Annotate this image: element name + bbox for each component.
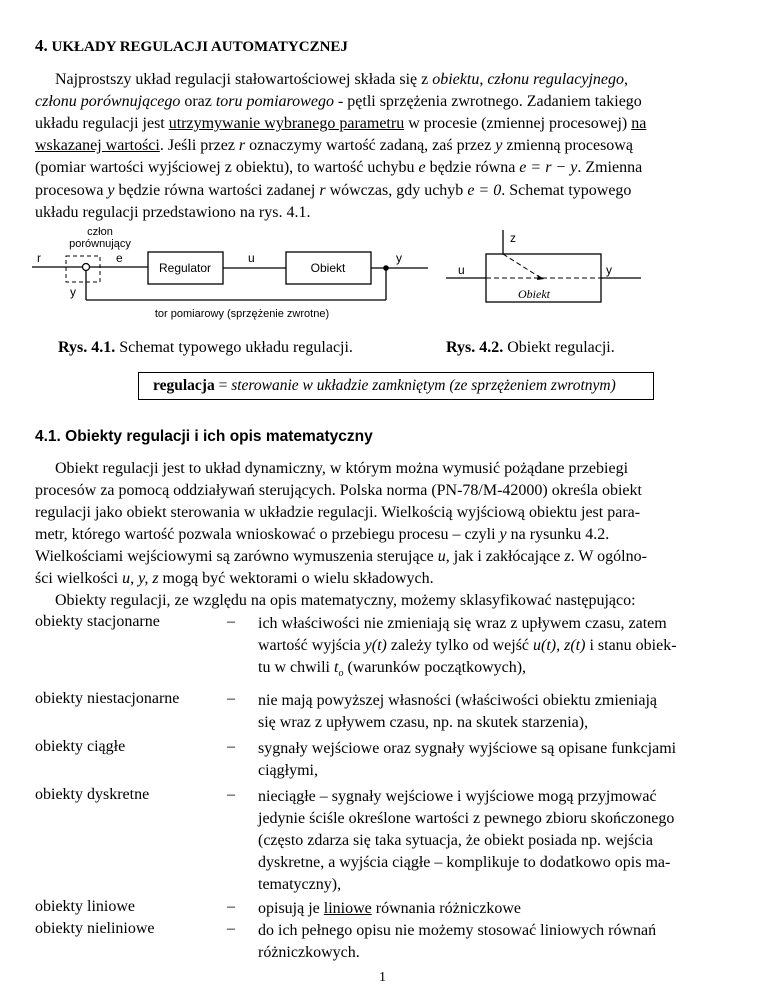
class-desc-continuous-1: sygnały wejściowe oraz sygnały wyjściowe są opisane funkcjami bbox=[258, 740, 677, 757]
object-label: Obiekt bbox=[518, 287, 550, 301]
label-r: r bbox=[37, 251, 41, 265]
class-dash: – bbox=[227, 690, 235, 707]
class-desc-nonlinear-1: do ich pełnego opisu nie możemy stosować liniowych równań bbox=[258, 922, 657, 939]
comparator-label-1: człon bbox=[87, 226, 113, 238]
class-desc-continuous-2: ciągłymi, bbox=[258, 762, 318, 779]
class-term-nonstationary: obiekty niestacjonarne bbox=[35, 690, 180, 707]
para2-line-6: ści wielkości u, y, z mogą być wektorami o wielu składowych. bbox=[35, 570, 434, 587]
chapter-title: UKŁADY REGULACJI AUTOMATYCZNEJ bbox=[51, 39, 348, 55]
label-e: e bbox=[116, 251, 123, 265]
class-desc-discrete-4: dyskretne, a wyjścia ciągłe – komplikuje to dodatkowo opis ma- bbox=[258, 854, 671, 871]
class-desc-linear-1: opisują je liniowe równania różniczkowe bbox=[258, 900, 522, 917]
label-y-out: y bbox=[396, 251, 402, 265]
chapter-number: 4. bbox=[35, 36, 48, 55]
figure-control-object bbox=[446, 230, 646, 316]
intro-line-1: Najprostszy układ regulacji stałowartościowej składa się z obiektu, członu regulacyjnego, bbox=[55, 71, 629, 88]
label-y-feedback: y bbox=[70, 285, 76, 299]
section-heading: 4.1. Obiekty regulacji i ich opis matematyczny bbox=[35, 428, 373, 445]
intro-line-6: procesowa y będzie równa wartości zadanej r wówczas, gdy uchyb e = 0. Schemat typowego bbox=[35, 182, 632, 199]
intro-line-3: układu regulacji jest utrzymywanie wybranego parametru w procesie (zmiennej procesowej) na bbox=[35, 115, 647, 132]
class-term-nonlinear: obiekty nieliniowe bbox=[35, 920, 155, 937]
class-dash: – bbox=[227, 613, 235, 630]
page-number: 1 bbox=[379, 970, 386, 985]
definition-box: regulacja = sterowanie w układzie zamkniętym (ze sprzężeniem zwrotnym) bbox=[138, 372, 654, 400]
intro-line-7: układu regulacji przedstawiono na rys. 4.1. bbox=[35, 204, 311, 221]
intro-line-4: wskazanej wartości. Jeśli przez r oznaczymy wartość zadaną, zaś przez y zmienną procesową bbox=[35, 137, 633, 154]
class-term-linear: obiekty liniowe bbox=[35, 898, 135, 915]
class-desc-nonlinear-2: różniczkowych. bbox=[258, 944, 360, 961]
object-label: Obiekt bbox=[310, 261, 346, 275]
figure-2-caption: Rys. 4.2. Obiekt regulacji. bbox=[446, 339, 615, 356]
class-term-stationary: obiekty stacjonarne bbox=[35, 613, 160, 630]
class-dash: – bbox=[227, 786, 235, 803]
para2-line-3: regulacji jako obiekt sterowania w układzie regulacji. Wielkością wyjściową obiektu jest para- bbox=[35, 504, 641, 521]
feedback-label: tor pomiarowy (sprzężenie zwrotne) bbox=[154, 308, 330, 320]
class-dash: – bbox=[227, 920, 235, 937]
label-y-output: y bbox=[606, 263, 612, 277]
para2-line-5: Wielkościami wejściowymi są zarówno wymuszenia sterujące u, jak i zakłócające z. W ogólno- bbox=[35, 548, 647, 565]
class-desc-discrete-2: jedynie ściśle określone wartości z pewnego zbioru skończonego bbox=[258, 810, 675, 827]
class-desc-stationary-2: wartość wyjścia y(t) zależy tylko od wejść u(t), z(t) i stanu obiek- bbox=[258, 637, 677, 654]
figure-1-caption: Rys. 4.1. Schemat typowego układu regulacji. bbox=[58, 339, 353, 356]
label-z: z bbox=[510, 231, 516, 245]
class-term-discrete: obiekty dyskretne bbox=[35, 786, 150, 803]
para2-line-2: procesów za pomocą oddziaływań sterujących. Polska norma (PN-78/M-42000) określa obiekt bbox=[35, 482, 642, 499]
class-dash: – bbox=[227, 898, 235, 915]
para2-line-4: metr, którego wartość pozwala wnioskować o przebiegu procesu – czyli y na rysunku 4.2. bbox=[35, 526, 610, 543]
label-u: u bbox=[248, 251, 255, 265]
figure-control-loop bbox=[30, 222, 430, 326]
class-term-continuous: obiekty ciągłe bbox=[35, 738, 126, 755]
class-desc-discrete-1: nieciągłe – sygnały wejściowe i wyjściowe mogą przyjmować bbox=[258, 788, 657, 805]
class-desc-discrete-5: tematyczny), bbox=[258, 876, 342, 893]
class-desc-nonstationary-2: się wraz z upływem czasu, np. na skutek starzenia), bbox=[258, 714, 589, 731]
summing-junction bbox=[83, 264, 90, 271]
intro-line-2: członu porównującego oraz toru pomiarowego - pętli sprzężenia zwrotnego. Zadaniem takiego bbox=[35, 93, 642, 110]
intro-line-5: (pomiar wartości wyjściowej z obiektu), to wartość uchybu e będzie równa e = r − y. Zmienna bbox=[35, 159, 643, 176]
class-desc-stationary-1: ich właściwości nie zmieniają się wraz z upływem czasu, zatem bbox=[258, 615, 667, 632]
class-desc-nonstationary-1: nie mają powyższej własności (właściwości obiektu zmieniają bbox=[258, 692, 657, 709]
chapter-heading bbox=[35, 36, 348, 56]
label-u-input: u bbox=[458, 263, 465, 277]
para2-line-1: Obiekt regulacji jest to układ dynamiczny, w którym można wymusić pożądane przebiegi bbox=[55, 460, 629, 477]
class-dash: – bbox=[227, 738, 235, 755]
class-desc-discrete-3: (często zdarza się taka sytuacja, że obiekt posiada np. wejścia bbox=[258, 832, 653, 849]
comparator-label-2: porównujący bbox=[69, 238, 131, 250]
class-desc-stationary-3: tu w chwili $t_o$ (warunków początkowych), bbox=[258, 659, 527, 680]
classify-intro: Obiekty regulacji, ze względu na opis matematyczny, możemy sklasyfikować następująco: bbox=[55, 592, 636, 609]
regulator-label: Regulator bbox=[158, 261, 212, 275]
